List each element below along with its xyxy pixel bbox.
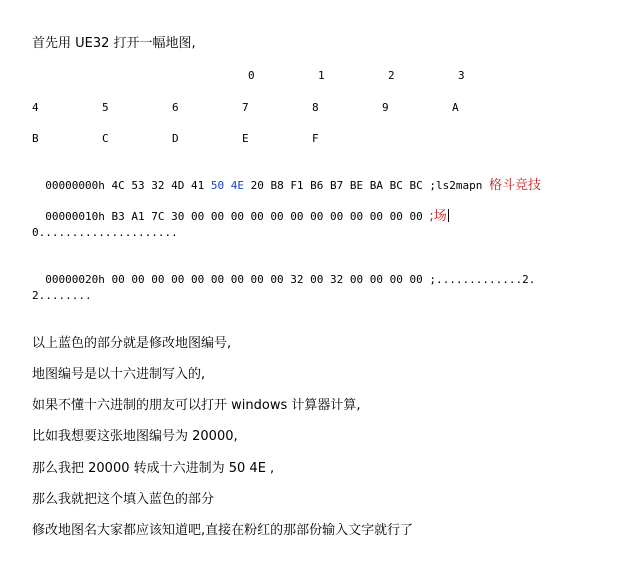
ruler-digit: E [242,132,249,145]
note-line: 修改地图名大家都应该知道吧,直接在粉红的那部份输入文字就行了 [32,523,414,538]
ruler-digit: 7 [242,101,249,114]
hex-row-20-ascii-continued: 2........ [32,289,92,302]
ruler-digit: A [452,101,459,114]
ruler-digit: F [312,132,319,145]
ruler-digit: 6 [172,101,179,114]
hex-bytes: 4C 53 32 4D 41 [111,179,205,192]
note-line: 以上蓝色的部分就是修改地图编号, [32,336,232,351]
ruler-digit: 3 [458,69,465,82]
map-name-text-red: 格斗竞技 [489,178,542,193]
note-line: 地图编号是以十六进制写入的, [32,367,206,382]
hex-address: 00000010h [45,210,105,223]
hex-row-00 [32,162,541,194]
ruler-digit: B [32,132,39,145]
ruler-digit: D [172,132,179,145]
ruler-digit: 9 [382,101,389,114]
map-id-bytes-blue: 50 4E [210,179,244,192]
ruler-digit: 1 [318,69,325,82]
hex-bytes: 20 B8 F1 B6 B7 BE BA BC BC [250,179,423,192]
ruler-digit: 5 [102,101,109,114]
intro-text: 首先用 UE32 打开一幅地图, [32,36,196,51]
note-line: 那么我就把这个填入蓝色的部分 [32,492,215,507]
hex-bytes: 00 00 00 00 00 00 00 00 00 32 00 32 00 00 00 00 [111,273,423,286]
text-cursor [448,209,449,222]
hex-address: 00000020h [45,273,105,286]
ruler-digit: C [102,132,109,145]
note-line: 那么我把 20000 转成十六进制为 50 4E , [32,461,275,476]
hex-ascii: ;.............2. [429,273,536,286]
hex-bytes: B3 A1 7C 30 00 00 00 00 00 00 00 00 00 00 00 00 [111,210,423,223]
hex-row-10 [32,193,449,225]
ruler-digit: 4 [32,101,39,114]
hex-ascii: ;ls2mapn [429,179,483,192]
ruler-digit: 8 [312,101,319,114]
ruler-digit: 2 [388,69,395,82]
hex-row-20 [32,256,535,288]
map-name-text-red: ;场 [429,209,447,224]
ruler-digit: 0 [248,69,255,82]
note-line: 如果不懂十六进制的朋友可以打开 windows 计算器计算, [32,398,361,413]
hex-row-10-ascii-continued: 0..................... [32,226,178,239]
note-line: 比如我想要这张地图编号为 20000, [32,429,238,444]
hex-address: 00000000h [45,179,105,192]
